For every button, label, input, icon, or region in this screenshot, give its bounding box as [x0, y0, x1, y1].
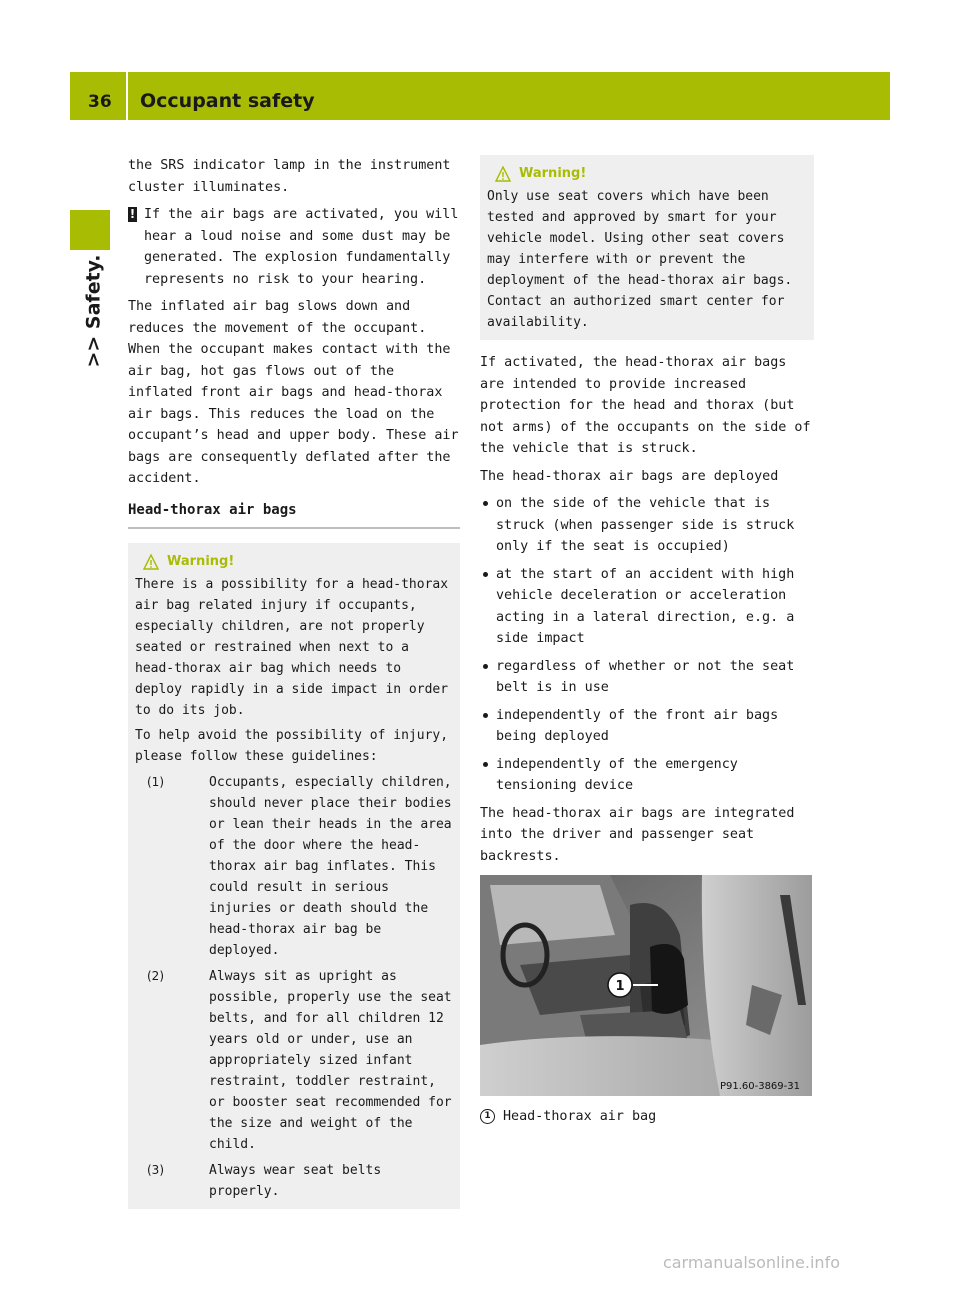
- side-tab-label: >> Safety.: [82, 254, 105, 368]
- note-text: If the air bags are activated, you will hear a loud noise and some dust may be generated. The explosion fundamentally represents no risk to your hearing.: [144, 207, 459, 287]
- right-column: [480, 155, 814, 1128]
- guideline-item: [135, 772, 453, 961]
- bullet-item: independently of the emergency tensioning device: [480, 754, 814, 797]
- guideline-number: (2): [147, 969, 164, 983]
- guideline-text: Occupants, especially children, should never place their bodies or lean their heads in the area of the door where the head-thorax air bag inflates. This could result in serious injuries or death should the head-thorax air bag be deployed.: [209, 775, 452, 958]
- side-tab-block: [70, 210, 110, 250]
- bullet-item: regardless of whether or not the seat belt is in use: [480, 656, 814, 699]
- warning-text: To help avoid the possibility of injury, please follow these guidelines:: [135, 728, 449, 764]
- warning-title: Warning!: [519, 166, 587, 181]
- legend-marker: 1: [480, 1109, 495, 1124]
- legend-text: Head-thorax air bag: [503, 1109, 657, 1124]
- bullet-item: at the start of an accident with high vehicle deceleration or acceleration acting in a lateral direction, e.g. a side impact: [480, 564, 814, 650]
- warning-text: Only use seat covers which have been tested and approved by smart for your vehicle model. Using other seat covers may interfere with or prevent the deployment of the head-thorax air bags. Contact an authorized smart center for availability.: [487, 189, 793, 330]
- footer-watermark: carmanualsonline.info: [662, 1253, 840, 1272]
- guideline-number: (3): [147, 1163, 164, 1177]
- warning-triangle-icon: [143, 554, 159, 570]
- image-callout: 1: [615, 979, 625, 994]
- seat-airbag-photo: [480, 875, 812, 1096]
- header-divider: [126, 72, 128, 120]
- paragraph: the SRS indicator lamp in the instrument cluster illuminates.: [128, 158, 451, 195]
- exclamation-icon: !: [129, 207, 136, 221]
- warning-header: [495, 163, 807, 184]
- guideline-number: (1): [147, 775, 164, 789]
- image-legend: [480, 1106, 814, 1128]
- side-tab: [64, 254, 120, 370]
- warning-header: [143, 551, 453, 572]
- guideline-text: Always sit as upright as possible, properly use the seat belts, and for all children 12 years old or under, use an appropriately sized infant restraint, toddler restraint, or booster seat recommended for the size and weight of the child.: [209, 969, 452, 1152]
- note: [128, 204, 460, 290]
- guideline-text: Always wear seat belts properly.: [209, 1163, 382, 1199]
- warning-box: [128, 543, 460, 1209]
- warning-text: There is a possibility for a head-thorax air bag related injury if occupants, especially children, are not properly seated or restrained when next to a head-thorax air bag which needs to deploy rapidly in a side impact in order to do its job.: [135, 577, 449, 718]
- page-number: 36: [88, 92, 112, 112]
- bullet-item: independently of the front air bags being deployed: [480, 705, 814, 748]
- left-column: [128, 155, 460, 1209]
- warning-box: [480, 155, 814, 340]
- section-title: Occupant safety: [140, 90, 315, 112]
- paragraph: The inflated air bag slows down and reduces the movement of the occupant. When the occupant makes contact with the air bag, hot gas flows out of the inflated front air bags and head-thorax air bags. This reduces the load on the occupant’s head and upper body. These air bags are consequently deflated after the accident.: [128, 299, 459, 486]
- paragraph: The head-thorax air bags are integrated into the driver and passenger seat backrests.: [480, 805, 795, 864]
- section-heading: Head-thorax air bags: [128, 500, 460, 530]
- paragraph: If activated, the head-thorax air bags are intended to provide increased protection for the head and thorax (but not arms) of the occupants on the side of the vehicle that is struck.: [480, 355, 811, 456]
- warning-triangle-icon: [495, 166, 511, 182]
- image-code: P91.60-3869-31: [719, 1081, 800, 1092]
- paragraph: The head-thorax air bags are deployed: [480, 468, 779, 484]
- guideline-item: [135, 1160, 453, 1202]
- car-interior-illustration: [480, 875, 812, 1096]
- bullet-item: on the side of the vehicle that is struck (when passenger side is struck only if the seat is occupied): [480, 493, 814, 558]
- warning-title: Warning!: [167, 554, 235, 569]
- guideline-item: [135, 966, 453, 1155]
